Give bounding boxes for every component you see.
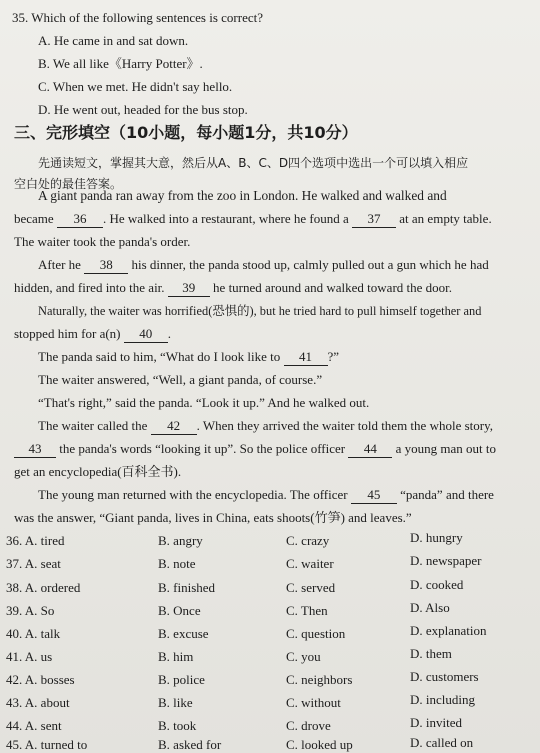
option-41-d: D. them [410,646,452,661]
option-45-b: B. asked for [158,737,222,752]
passage-text: the panda's words “looking it up”. So the police officer [59,441,346,456]
option-40-c: C. question [286,626,346,641]
option-44-c: C. drove [286,718,331,733]
blank-36: 36 [57,211,103,228]
passage-p7-line-1 [38,418,493,435]
passage-text: “panda” and there [400,487,494,502]
option-40-b: B. excuse [158,626,209,641]
passage-text: at an empty table. [399,211,492,226]
q35-option-b: B. We all like《Harry Potter》. [38,56,203,71]
passage-text: . He walked into a restaurant, where he found a [102,211,349,226]
option-40-d: D. explanation [410,623,487,638]
passage-text: ?” [327,349,340,364]
passage-p4 [38,349,339,366]
passage-p8-line-2: was the answer, “Giant panda, lives in China, eats shoots(竹笋) and leaves.” [14,510,412,525]
passage-text: The panda said to him, “What do I look like to [38,349,281,364]
option-44-a: 44. A. sent [6,718,62,733]
option-43-c: C. without [286,695,341,710]
option-43-b: B. like [158,695,193,710]
passage-p7-line-2 [14,441,496,458]
q35-option-a: A. He came in and sat down. [38,33,189,48]
passage-p3-line-1: Naturally, the waiter was horrified(恐惧的), but he tried hard to pull himself together and [38,304,482,318]
option-36-b: B. angry [158,533,203,548]
option-36-d: D. hungry [410,530,463,545]
blank-42: 42 [151,418,197,435]
section-instruction-line-2: 空白处的最佳答案。 [14,177,123,191]
option-42-d: D. customers [410,669,479,684]
passage-text: . [167,326,172,341]
option-38-c: C. served [286,580,336,595]
option-38-d: D. cooked [410,577,464,592]
option-43-a: 43. A. about [6,695,70,710]
blank-39: 39 [168,280,210,297]
option-41-c: C. you [286,649,321,664]
option-41-a: 41. A. us [6,649,53,664]
passage-p6: “That's right,” said the panda. “Look it up.” And he walked out. [38,395,370,410]
passage-p2-line-2 [14,280,452,297]
passage-text: The young man returned with the encyclopedia. The officer [38,487,348,502]
passage-text: After he [38,257,81,272]
option-42-a: 42. A. bosses [6,672,75,687]
option-37-d: D. newspaper [410,553,482,568]
option-37-b: B. note [158,556,196,571]
section-title: 三、完形填空（10小题，每小题1分，共10分） [14,123,358,142]
option-41-b: B. him [158,649,194,664]
passage-p5: The waiter answered, “Well, a giant panda, of course.” [38,372,323,387]
option-39-b: B. Once [158,603,201,618]
option-42-b: B. police [158,672,205,687]
passage-text: his dinner, the panda stood up, calmly pulled out a gun which he had [131,257,489,272]
passage-p7-line-3: get an encyclopedia(百科全书). [14,464,182,479]
option-38-a: 38. A. ordered [6,580,81,595]
option-38-b: B. finished [158,580,216,595]
passage-p2-line-1 [38,257,489,274]
blank-38: 38 [84,257,128,274]
option-39-a: 39. A. So [6,603,55,618]
option-37-a: 37. A. seat [6,556,61,571]
option-45-d: D. called on [410,735,474,750]
passage-text: The waiter called the [38,418,148,433]
passage-text: stopped him for a(n) [14,326,121,341]
passage-p1-line-1: A giant panda ran away from the zoo in London. He walked and walked and [38,188,447,203]
bleed-through-text [330,6,334,19]
passage-text: hidden, and fired into the air. [14,280,165,295]
passage-text: a young man out to [395,441,497,456]
option-43-d: D. including [410,692,475,707]
blank-37: 37 [352,211,396,228]
passage-text: he turned around and walked toward the door. [213,280,453,295]
blank-43: 43 [14,441,56,458]
blank-44: 44 [348,441,392,458]
blank-40: 40 [124,326,168,343]
q35-option-d: D. He went out, headed for the bus stop. [38,102,248,117]
passage-p8-line-1 [38,487,494,504]
option-39-d: D. Also [410,600,450,615]
option-39-c: C. Then [286,603,328,618]
option-40-a: 40. A. talk [6,626,61,641]
question-35: 35. Which of the following sentences is correct? [12,10,264,25]
option-44-d: D. invited [410,715,462,730]
section-instruction-line-1: 先通读短文，掌握其大意，然后从A、B、C、D四个选项中选出一个可以填入相应 [38,156,469,170]
option-45-c: C. looked up [286,737,353,752]
passage-text: . When they arrived the waiter told them the whole story, [196,418,493,433]
blank-41: 41 [284,349,328,366]
passage-text: became [14,211,54,226]
option-44-b: B. took [158,718,197,733]
passage-p3-line-2 [14,326,171,343]
option-36-a: 36. A. tired [6,533,65,548]
option-36-c: C. crazy [286,533,330,548]
passage-p1-line-2 [14,211,492,228]
blank-45: 45 [351,487,397,504]
q35-option-c: C. When we met. He didn't say hello. [38,79,233,94]
option-42-c: C. neighbors [286,672,353,687]
option-37-c: C. waiter [286,556,334,571]
passage-p1-line-3: The waiter took the panda's order. [14,234,191,249]
option-45-a: 45. A. turned to [6,737,88,752]
